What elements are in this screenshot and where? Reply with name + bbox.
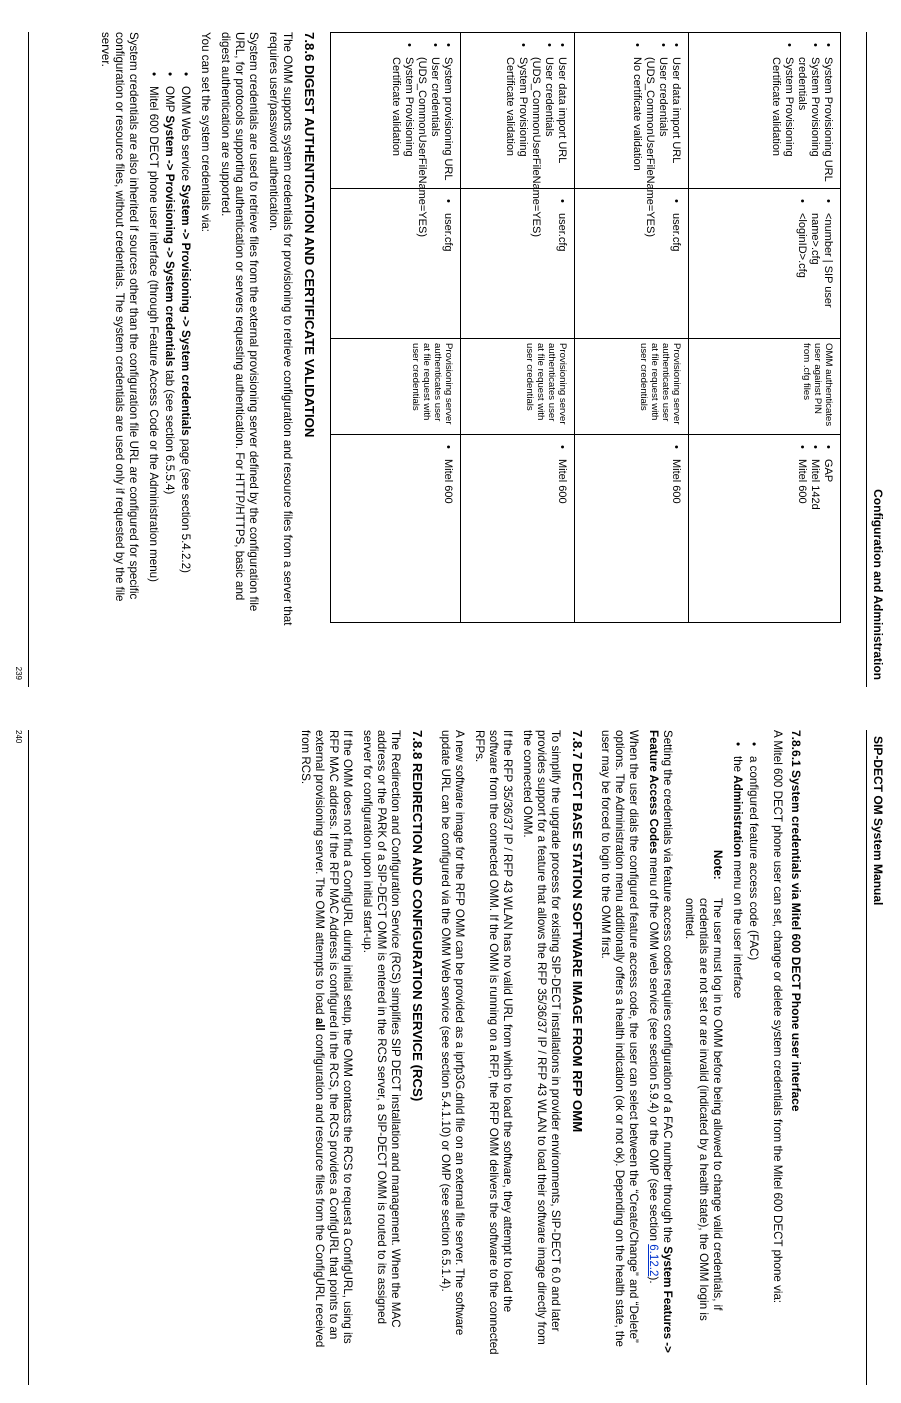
table-row [689,33,841,623]
device-cell: • Mitel 600 [575,435,689,623]
page-239 [0,0,901,701]
authentication-cell: Provisioning server authenticates user at file request with user credentials [331,339,461,435]
file-cell: • user.cfg [461,189,575,339]
paragraph: When the user dials the configured feature access code, the user can select between the “Create/Change” and “Delete” options. The Administration menu additionally offers a health indication (ok or not ok). Depending on the health state, the user may be forced to login to the OMM first. [599,730,640,1348]
source-cell: • User data import URL • User credentials (UDS_CommonUserFileName=YES) • No certificate validation [575,33,689,189]
paragraph: A new software image for the RFP OMM can be provided as a iprfp3G.dnld file on an external file server. The software update URL can be configured via the OMM Web service (see section 5.4.1.10) or OMP (see section 6.5.1.4). [439,730,466,1336]
paragraph: Setting the credentials via feature access codes requires configuration of a FAC number through the System Features -> Feature Access Codes menu of the OMM web service (see section 5.9.4) or the OMP (see section 6.12.2). [647,730,674,1353]
page-number: 239 [14,666,23,680]
page-number: 240 [14,730,23,744]
list-item: • Mitel 600 DECT phone user interface (through Feature Access Code or the Administration menu) [146,86,160,627]
paragraph: System credentials are also inherited if sources other than the configuration file URL are configured for specific configuration or resource files, without credentials. The system credentials are used only if requested by the file server. [99,32,140,602]
table-row [461,33,575,623]
page-239-body [92,32,841,627]
section-heading-7-8-6: 7.8.6 DIGEST AUTHENTICATION AND CERTIFICATE VALIDATION [302,32,317,438]
page-240 [0,702,901,1403]
list-item: • OMP System -> Provisioning -> System credentials tab (see section 6.5.5.4) [162,86,176,627]
section-heading-7-8-8: 7.8.8 REDIRECTION AND CONFIGURATION SERVICE (RCS) [410,730,425,1102]
list-item: • the Administration menu on the user interface [730,756,744,1358]
authentication-cell: Provisioning server authenticates user at file request with user credentials [461,339,575,435]
provisioning-credentials-table [330,32,841,623]
list-item: • OMM Web service System -> Provisioning -> System credentials page (see section 5.4.2.2) [178,86,192,627]
header-rule [866,32,867,687]
paragraph: The Redirection and Configuration Service (RCS) simplifies SIP DECT installation and management. When the MAC address or the PARK of a SIP-DECT OMM is entered in the RCS server, a SIP-DECT OMM is routed to its assigned server for configuration upon initial start-up. [361,730,402,1328]
paragraph: If the RFP 35/36/37 IP / RFP 43 WLAN has no valid URL from which to load the software, they attempt to load the software from the connected OMM. If the OMM is running on a RFP, the RFP OMM delivers the software to the connected RFPs. [473,730,514,1355]
paragraph: System credentials are used to retrieve files from the external provisioning server defined by the configuration file URL, for protocols supporting authentication or servers requesting authentication. For HTTP/HTTPS, basic and digest authentication are supported. [219,32,260,612]
header-rule [866,730,867,1385]
note-text: The user must log in to OMM before being allowed to change valid credentials, if credentials are not set or are invalid (indicated by a health state), the OMM login is omitted. [683,898,724,1321]
section-link[interactable]: 6.12.2 [647,1244,660,1277]
authentication-cell: Provisioning server authenticates user at file request with user credentials [575,339,689,435]
table-row [331,33,461,623]
source-cell: • System provisioning URL • User credentials (UDS_CommonUserFileName=YES) • System Provisioning Certificate validation [331,33,461,189]
running-head: Configuration and Administration [871,489,885,680]
note-box [682,730,724,1358]
list-item: • a configured feature access code (FAC) [746,756,760,1358]
table-row [575,33,689,623]
page-240-body [292,730,803,1358]
paragraph: You can set the system credentials via: [199,32,212,232]
running-head: SIP-DECT OM System Manual [871,736,885,906]
paragraph: The OMM supports system credentials for provisioning to retrieve configuration and resource files from a server that requires user/password authentication. [267,32,294,626]
section-heading-7-8-6-1: 7.8.6.1 System credentials via Mitel 600 DECT Phone user interface [789,730,803,1112]
section-heading-7-8-7: 7.8.7 DECT BASE STATION SOFTWARE IMAGE FROM RFP OMM [570,730,585,1133]
source-cell: • User data import URL • User credentials (UDS_CommonUserFileName=YES) • System Provisioning Certificate validation [461,33,575,189]
device-cell: • GAP • Mitel 142d • Mitel 600 [689,435,841,623]
file-cell: • user.cfg [575,189,689,339]
source-cell: • System Provisioning URL • System Provisioning credentials • System Provisioning Certificate validation [689,33,841,189]
credential-methods-list [730,730,760,1358]
device-cell: • Mitel 600 [461,435,575,623]
footer-rule [28,32,29,687]
paragraph: To simplify the upgrade process for existing SIP-DECT installations in provider environments, SIP-DECT 6.0 and later provides support for a feature that allows the RFP 35/36/37 IP / RFP 43 WLAN to load their software image directly from the connected OMM. [521,730,562,1345]
footer-rule [28,730,29,1385]
file-cell: • user.cfg [331,189,461,339]
device-cell: • Mitel 600 [331,435,461,623]
paragraph: If the OMM does not find a ConfigURL during initial setup, the OMM contacts the RCS to request a ConfigURL, using its RFP MAC address. If the RFP MAC Address is configured in the RCS, the RCS provides a ConfigURL that points to an external provisioning server. The OMM attempts to load all configuration and resource files from the ConfigURL received from RCS. [299,730,354,1348]
authentication-cell: OMM authenticates user against PIN from .cfg files [689,339,841,435]
paragraph: A Mitel 600 DECT phone user can set, change or delete system credentials from the Mitel 600 DECT phone via: [771,730,784,1304]
file-cell: • <number | SIP user name>.cfg • <loginID>.cfg [689,189,841,339]
note-label: Note: [711,850,724,880]
credentials-source-list [146,32,192,627]
